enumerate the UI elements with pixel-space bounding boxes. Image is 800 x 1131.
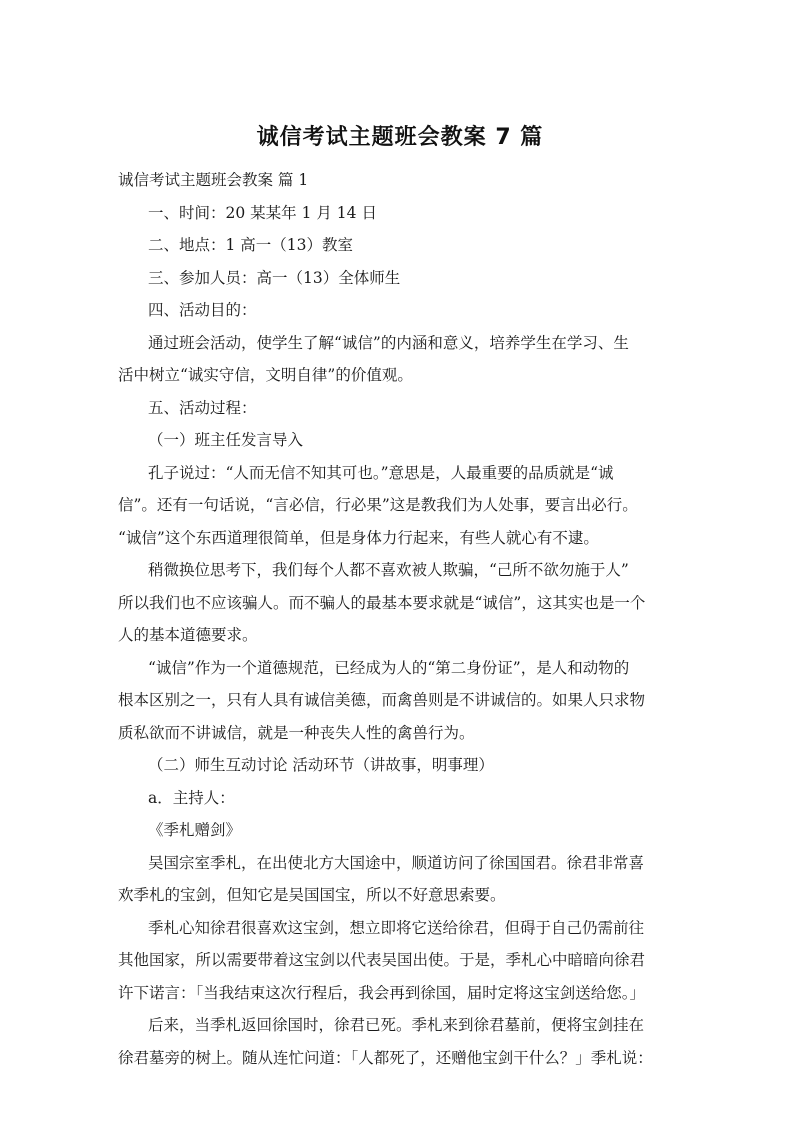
paragraph-line: 通过班会活动，使学生了解“诚信”的内涵和意义，培养学生在学习、生 xyxy=(148,333,629,352)
paragraph-line: 诚信考试主题班会教案 篇 1 xyxy=(118,171,309,189)
paragraph-line: 欢季札的宝剑，但知它是吴国国宝，所以不好意思索要。 xyxy=(118,886,506,904)
paragraph-line: （一）班主任发言导入 xyxy=(148,431,304,449)
paragraph-line: （二）师生互动讨论 活动环节（讲故事，明事理） xyxy=(148,756,494,774)
paragraph-line: “诚信”这个东西道理很简单，但是身体力行起来，有些人就心有不逮。 xyxy=(118,528,599,547)
paragraph-line: 四、活动目的： xyxy=(148,301,257,319)
paragraph-line: 徐君墓旁的树上。随从连忙问道：「人都死了，还赠他宝剑干什么？」季札说： xyxy=(118,1048,653,1067)
paragraph-line: “诚信”作为一个道德规范，已经成为人的“第二身份证”，是人和动物的 xyxy=(148,658,630,677)
paragraph-line: 活中树立“诚实守信，文明自律”的价值观。 xyxy=(118,366,413,384)
paragraph-line: 许下诺言：「当我结束这次行程后，我会再到徐国，届时定将这宝剑送给您。」 xyxy=(118,983,646,1002)
paragraph-line: 所以我们也不应该骗人。而不骗人的最基本要求就是“诚信”，这其实也是一个 xyxy=(118,593,646,612)
paragraph-line: 其他国家，所以需要带着这宝剑以代表吴国出使。于是，季札心中暗暗向徐君 xyxy=(118,951,646,969)
paragraph-line: 二、地点：1 高一（13）教室 xyxy=(148,236,354,254)
paragraph-line: 季札心知徐君很喜欢这宝剑，想立即将它送给徐君，但碍于自己仍需前往 xyxy=(148,918,645,937)
paragraph-line: 信”。还有一句话说，“言必信，行必果”这是教我们为人处事，要言出必行。 xyxy=(118,496,638,514)
paragraph-line: 孔子说过：“人而无信不知其可也。”意思是，人最重要的品质就是“诚 xyxy=(148,463,614,482)
paragraph-line: a．主持人： xyxy=(148,788,235,807)
paragraph-line: 后来，当季札返回徐国时，徐君已死。季札来到徐君墓前，便将宝剑挂在 xyxy=(148,1016,645,1034)
paragraph-line: 吴国宗室季札，在出使北方大国途中，顺道访问了徐国国君。徐君非常喜 xyxy=(148,853,645,872)
paragraph-line: 稍微换位思考下，我们每个人都不喜欢被人欺骗，“己所不欲勿施于人” xyxy=(148,561,629,579)
paragraph-line: 根本区别之一，只有人具有诚信美德，而禽兽则是不讲诚信的。如果人只求物 xyxy=(118,691,646,709)
paragraph-line: 一、时间：20 某某年 1 月 14 日 xyxy=(148,203,377,222)
paragraph-line: 五、活动过程： xyxy=(148,398,257,417)
document-title: 诚信考试主题班会教案 7 篇 xyxy=(256,125,544,150)
paragraph-line: 质私欲而不讲诚信，就是一种丧失人性的禽兽行为。 xyxy=(118,723,475,742)
document-body xyxy=(118,164,684,1074)
paragraph-line: 三、参加人员：高一（13）全体师生 xyxy=(148,268,401,287)
paragraph-line: 《季札赠剑》 xyxy=(148,821,242,839)
paragraph-line: 人的基本道德要求。 xyxy=(118,626,258,644)
